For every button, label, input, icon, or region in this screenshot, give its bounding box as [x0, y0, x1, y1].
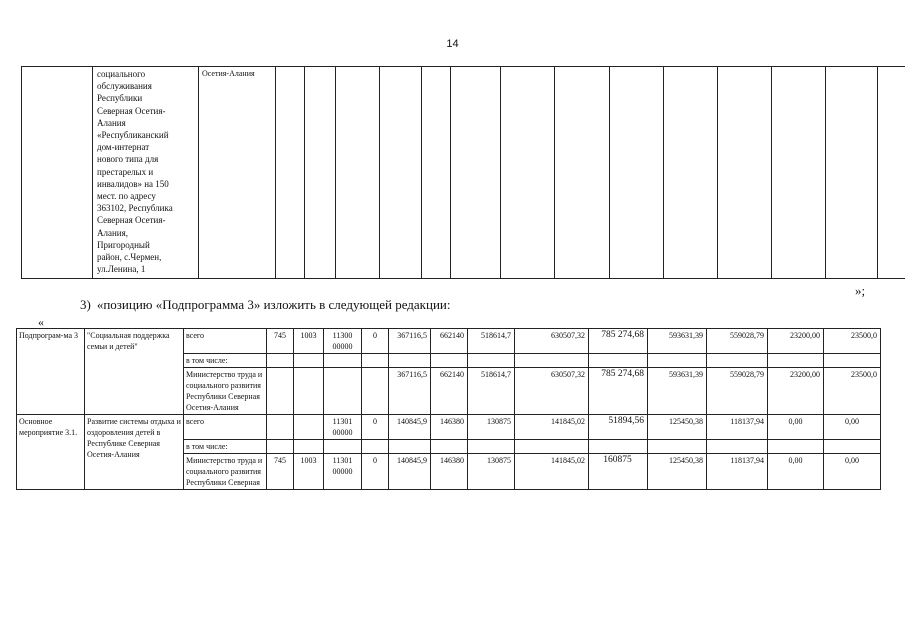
subprogram-name: "Социальная поддержка семьи и детей" [85, 329, 184, 415]
event-title: Основное мероприятие 3.1. [17, 415, 85, 490]
instruction-number: 3) [80, 297, 91, 312]
empty-cell [501, 67, 555, 279]
value-cell: 518614,7 [468, 329, 515, 354]
source-label: в том числе: [184, 354, 267, 368]
description-line: ул.Ленина, 1 [97, 264, 146, 275]
value-cell: 593631,39 [648, 329, 707, 354]
value-cell: 146380 [431, 454, 468, 490]
description-line: Республики [97, 93, 143, 104]
empty-cell [422, 67, 451, 279]
value-cell: 367116,5 [389, 368, 431, 415]
value-cell: 559028,79 [707, 368, 768, 415]
grbs-code: 745 [267, 454, 294, 490]
empty-cell [380, 67, 422, 279]
empty-cell [451, 67, 501, 279]
subprogram-table [16, 328, 881, 490]
value-cell: 0,00 [824, 454, 881, 490]
rzpr-code: 1003 [294, 454, 324, 490]
description-line: Пригородный [97, 239, 150, 250]
empty-cell [826, 67, 878, 279]
responsible-executor: Осетия-Алания [199, 67, 276, 279]
value-cell: 140845,9 [389, 454, 431, 490]
description-line: Алания [97, 117, 126, 128]
opening-quote: « [38, 315, 44, 329]
vr-code: 0 [362, 329, 389, 354]
description-line: Северная Осетия- [97, 215, 166, 226]
csr-code: 11301 00000 [324, 415, 362, 440]
value-cell: 146380 [431, 415, 468, 440]
value-cell: 125450,38 [648, 415, 707, 440]
empty-cell [305, 67, 336, 279]
empty-cell [878, 67, 905, 279]
source-label: Министерство труда и социального развития Республики Северная [184, 454, 267, 490]
value-cell: 0,00 [768, 454, 824, 490]
source-label: всего [184, 329, 267, 354]
value-cell: 518614,7 [468, 368, 515, 415]
description-line: инвалидов» на 150 [97, 178, 169, 189]
value-cell: 23500,0 [824, 368, 881, 415]
value-cell: 23200,00 [768, 368, 824, 415]
value-cell: 559028,79 [707, 329, 768, 354]
table-row [17, 415, 881, 440]
page-number: 14 [446, 38, 459, 50]
empty-cell [664, 67, 718, 279]
description-line: 363102, Республика [97, 203, 173, 214]
value-cell: 785 274,68 [589, 368, 648, 415]
value-cell: 662140 [431, 329, 468, 354]
value-cell: 130875 [468, 415, 515, 440]
source-label: в том числе: [184, 440, 267, 454]
value-cell: 785 274,68 [589, 329, 648, 354]
closing-quote: »; [855, 283, 866, 298]
value-cell: 130875 [468, 454, 515, 490]
rzpr-code: 1003 [294, 329, 324, 354]
empty-cell [22, 67, 93, 279]
csr-code: 11301 00000 [324, 454, 362, 490]
description-line: обслуживания [97, 81, 152, 92]
value-cell: 367116,5 [389, 329, 431, 354]
continued-table [21, 66, 905, 279]
value-cell: 51894,56 [589, 415, 648, 440]
value-cell: 630507,32 [515, 368, 589, 415]
value-cell: 160875 [589, 454, 648, 490]
value-cell: 140845,9 [389, 415, 431, 440]
description-line: нового типа для [97, 154, 159, 165]
value-cell: 0,00 [768, 415, 824, 440]
grbs-code: 745 [267, 329, 294, 354]
empty-cell [718, 67, 772, 279]
value-cell: 593631,39 [648, 368, 707, 415]
empty-cell [772, 67, 826, 279]
value-cell: 118137,94 [707, 415, 768, 440]
value-cell: 23500,0 [824, 329, 881, 354]
description-line: «Республиканский [97, 130, 169, 141]
value-cell: 662140 [431, 368, 468, 415]
source-label: всего [184, 415, 267, 440]
description-line: престарелых и [97, 166, 154, 177]
vr-code: 0 [362, 415, 389, 440]
empty-cell [555, 67, 610, 279]
object-description [93, 67, 199, 279]
table-row [17, 329, 881, 354]
instruction-text: «позицию «Подпрограмма 3» изложить в следующей редакции: [96, 297, 451, 312]
value-cell: 23200,00 [768, 329, 824, 354]
value-cell: 630507,32 [515, 329, 589, 354]
instruction-paragraph [80, 297, 450, 313]
description-line: Алания, [97, 227, 129, 238]
subprogram-title: Подпрограм-ма 3 [17, 329, 85, 415]
vr-code: 0 [362, 454, 389, 490]
description-line: социального [97, 69, 146, 79]
value-cell: 118137,94 [707, 454, 768, 490]
description-line: мест. по адресу [97, 191, 156, 202]
source-label: Министерство труда и социального развития Республики Северная Осетия-Алания [184, 368, 267, 415]
value-cell: 0,00 [824, 415, 881, 440]
event-name: Развитие системы отдыха и оздоровления детей в Республике Северная Осетия-Алания [85, 415, 184, 490]
value-cell: 141845,02 [515, 454, 589, 490]
empty-cell [276, 67, 305, 279]
empty-cell [610, 67, 664, 279]
value-cell: 125450,38 [648, 454, 707, 490]
description-line: дом-интернат [97, 142, 150, 153]
description-line: район, с.Чермен, [97, 252, 162, 263]
empty-cell [336, 67, 380, 279]
description-line: Северная Осетия- [97, 105, 166, 116]
csr-code: 11300 00000 [324, 329, 362, 354]
value-cell: 141845,02 [515, 415, 589, 440]
